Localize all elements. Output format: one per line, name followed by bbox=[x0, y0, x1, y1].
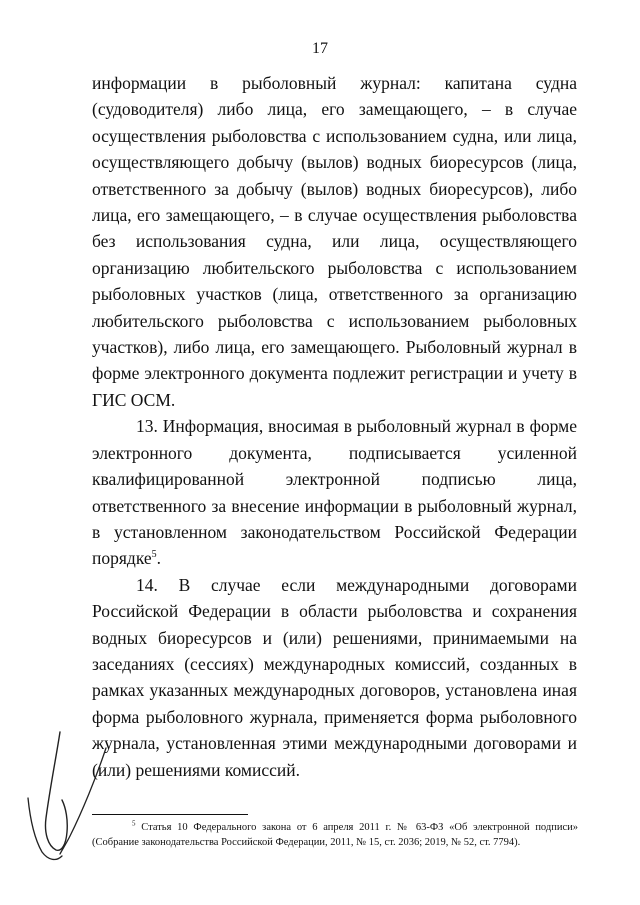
body-text bbox=[92, 70, 577, 783]
paragraph-13-tail: . bbox=[156, 548, 162, 569]
page-number: 17 bbox=[312, 40, 328, 57]
paragraph-14: 14. В случае если международными договорами Российской Федерации в области рыболовства и сохранения водных биоресурсов и (или) решениями, принимаемыми на заседаниях (сессиях) международных комиссий, созданных в рамках указанных международных договоров, установлена иная форма рыболовного журнала, применяется форма рыболовного журнала, установленная этими международными договорами и (или) решениями комиссий. bbox=[92, 574, 577, 780]
paragraph-13-text: 13. Информация, вносимая в рыболовный журнал в форме электронного документа, подписывается усиленной квалифицированной электронной подписью лица, ответственного за внесение информации в рыболовный журнал, в установленном законодательством Российской Федерации порядке bbox=[92, 416, 577, 569]
footnote-marker: 5 bbox=[132, 819, 136, 828]
paragraph-13 bbox=[92, 413, 577, 571]
footnote bbox=[92, 820, 578, 850]
footnote-reference: 5 bbox=[151, 549, 157, 561]
paragraph-continuation: информации в рыболовный журнал: капитана судна (судоводителя) либо лица, его замещающего, – в случае осуществления рыболовства с использованием судна, или лица, осуществляющего добычу (вылов) водных биоресурсов (лица, ответственного за добычу (вылов) водных биоресурсов), либо лица, его замещающего, – в случае осуществления рыболовства без использования судна, или лица, осуществляющего организацию любительского рыболовства с использованием рыболовных участков (лица, ответственного за организацию любительского рыболовства с использованием рыболовных участков), либо лица, его замещающего. Рыболовный журнал в форме электронного документа подлежит регистрации и учету в ГИС ОСМ. bbox=[92, 73, 577, 410]
footnote-text: Статья 10 Федерального закона от 6 апреля 2011 г. № 63-ФЗ «Об электронной подписи» (Собрание законодательства Российской Федерации, 2011, № 15, ст. 2036; 2019, № 52, ст. 7794). bbox=[92, 822, 578, 848]
footnote-divider bbox=[92, 814, 248, 815]
